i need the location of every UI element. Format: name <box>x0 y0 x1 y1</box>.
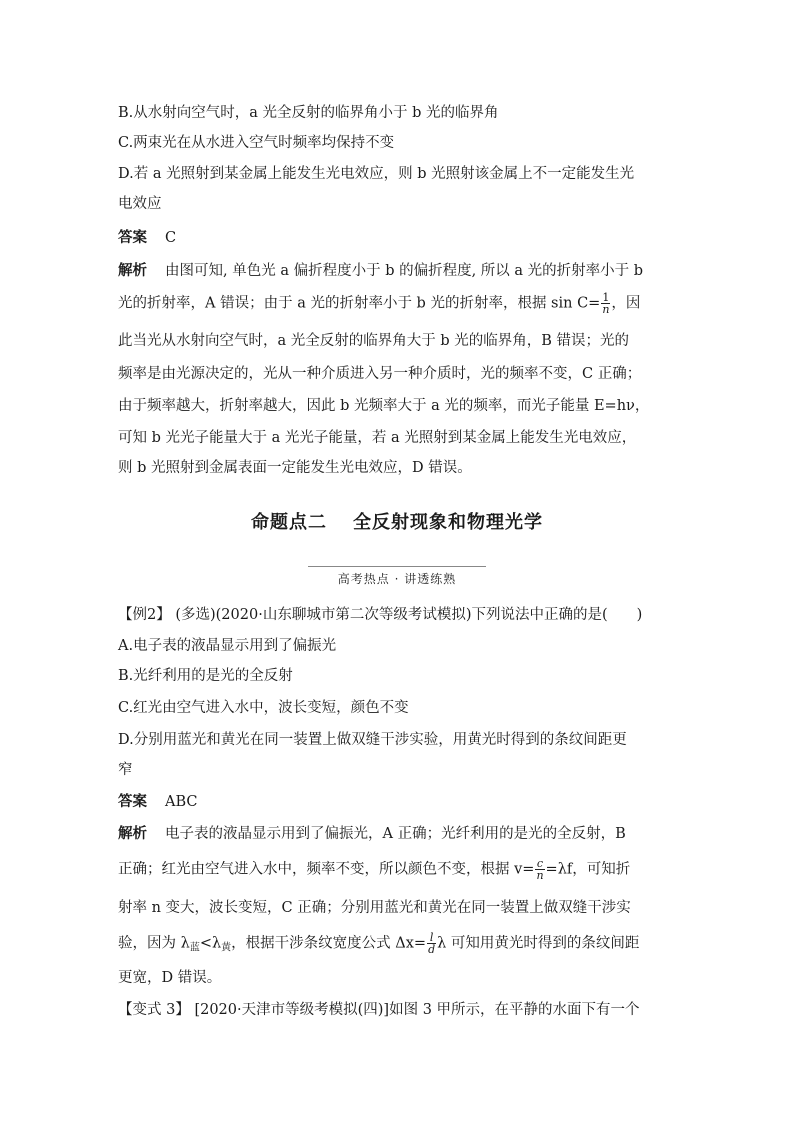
analysis-1-line2 <box>118 292 640 315</box>
section-subtitle: 高考热点 · 讲透练熟 <box>337 572 457 586</box>
section-title-part2: 全反射现象和物理光学 <box>353 512 543 533</box>
fraction-numerator: c <box>536 857 544 870</box>
analysis-text: 验，因为 λ <box>118 935 190 952</box>
answer-value: ABC <box>165 794 198 810</box>
option-c: C.两束光在从水进入空气时频率均保持不变 <box>118 135 395 151</box>
analysis-text: =λf，可知折 <box>545 861 631 878</box>
analysis-text: 电子表的液晶显示用到了偏振光，A 正确；光纤利用的是光的全反射，B <box>165 826 626 842</box>
analysis-text: 正确；红光由空气进入水中，频率不变，所以颜色不变，根据 v= <box>118 861 535 878</box>
analysis-1-line5: 由于频率越大，折射率越大，因此 b 光频率大于 a 光的频率，而光子能量 E=hν， <box>118 398 650 414</box>
answer-2 <box>118 792 198 812</box>
answer-label: 答案 <box>118 229 147 246</box>
section-divider <box>308 566 486 567</box>
option-d-line2: 电效应 <box>118 196 162 212</box>
fraction <box>427 932 436 955</box>
analysis-text: 由图可知, 单色光 a 偏折程度小于 b 的偏折程度, 所以 a 光的折射率小于 b <box>165 263 644 279</box>
option-d-line1: D.若 a 光照射到某金属上能发生光电效应，则 b 光照射该金属上不一定能发生光 <box>118 166 635 182</box>
analysis-text: ，因 <box>611 295 641 312</box>
answer-1 <box>118 228 176 248</box>
fraction-denominator: n <box>536 869 544 882</box>
analysis-1-line4: 频率是由光源决定的，光从一种介质进入另一种介质时，光的频率不变，C 正确； <box>118 366 642 382</box>
analysis-1-line3: 此当光从水射向空气时，a 光全反射的临界角大于 b 光的临界角，B 错误；光的 <box>118 333 630 349</box>
analysis-2-line1 <box>118 824 626 844</box>
fraction-denominator: d <box>428 943 436 956</box>
analysis-label: 解析 <box>118 825 147 842</box>
subscript-yellow: 黄 <box>221 942 232 954</box>
analysis-1-line6: 可知 b 光光子能量大于 a 光光子能量，若 a 光照射到某金属上能发生光电效应， <box>118 430 637 446</box>
section-title <box>0 508 794 534</box>
fraction <box>601 292 610 315</box>
option-b: B.从水射向空气时，a 光全反射的临界角小于 b 光的临界角 <box>118 105 499 121</box>
answer-label: 答案 <box>118 793 147 810</box>
analysis-text: ，根据干涉条纹宽度公式 Δx= <box>231 935 427 952</box>
example-2-option-a: A.电子表的液晶显示用到了偏振光 <box>118 638 337 654</box>
analysis-2-line2 <box>118 858 630 881</box>
analysis-label: 解析 <box>118 262 147 279</box>
example-2-option-b: B.光纤利用的是光的全反射 <box>118 668 293 684</box>
fraction-numerator: l <box>427 932 436 944</box>
example-2-header: 【例2】 (多选)(2020·山东聊城市第二次等级考试模拟)下列说法中正确的是( ) <box>118 607 643 623</box>
analysis-2-line3: 射率 n 变大，波长变短，C 正确；分别用蓝光和黄光在同一装置上做双缝干涉实 <box>118 900 631 916</box>
fraction-denominator: n <box>602 303 610 316</box>
variant-3-header: 【变式 3】 [2020·天津市等级考模拟(四)]如图 3 甲所示，在平静的水面下有一个 <box>118 1002 640 1018</box>
section-title-part1: 命题点二 <box>251 512 327 533</box>
analysis-text: λ 可知用黄光时得到的条纹间距 <box>437 935 640 952</box>
analysis-1-line1 <box>118 261 643 281</box>
fraction-numerator: 1 <box>602 291 610 304</box>
analysis-2-line4 <box>118 932 639 959</box>
example-2-option-d-line2: 窄 <box>118 762 133 778</box>
answer-value: C <box>165 230 177 246</box>
analysis-2-line5: 更宽，D 错误。 <box>118 970 222 986</box>
fraction <box>535 858 544 881</box>
analysis-text: 光的折射率，A 错误；由于 a 光的折射率小于 b 光的折射率，根据 sin C= <box>118 295 601 312</box>
subscript-blue: 蓝 <box>189 942 200 954</box>
example-2-option-d-line1: D.分别用蓝光和黄光在同一装置上做双缝干涉实验，用黄光时得到的条纹间距更 <box>118 732 627 748</box>
analysis-1-line7: 则 b 光照射到金属表面一定能发生光电效应，D 错误。 <box>118 460 472 476</box>
analysis-text: <λ <box>199 935 222 952</box>
example-2-option-c: C.红光由空气进入水中，波长变短，颜色不变 <box>118 700 409 716</box>
